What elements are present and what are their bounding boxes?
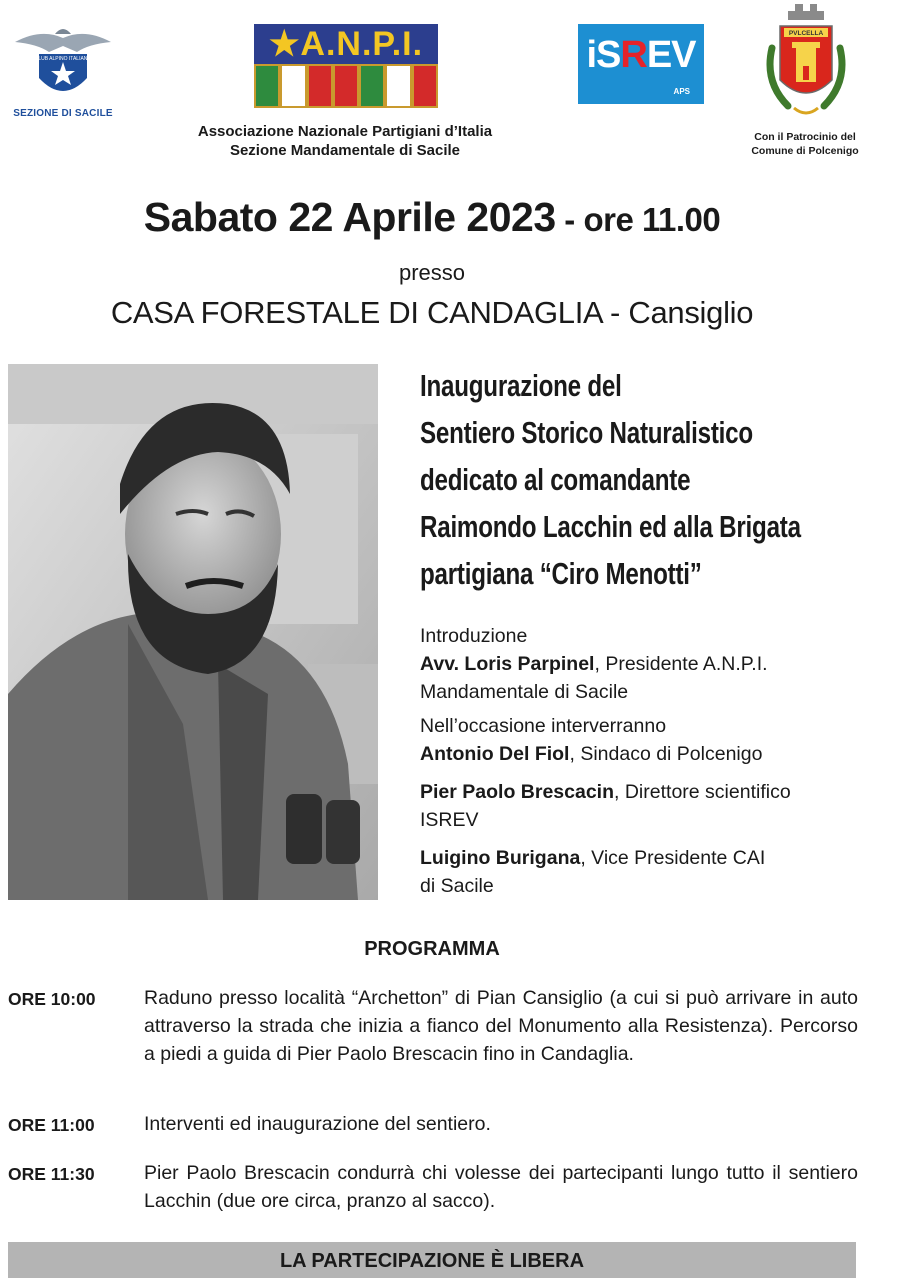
crest-caption-line1: Con il Patrocinio del — [754, 131, 856, 143]
speaker-item — [420, 844, 890, 872]
footer-banner — [8, 1242, 856, 1278]
speaker-name: Antonio Del Fiol — [420, 743, 570, 765]
crest-icon — [758, 2, 854, 126]
anpi-title: ★A.N.P.I. — [254, 24, 438, 64]
anpi-caption-line1: Associazione Nazionale Partigiani d’Italia — [197, 123, 493, 140]
speaker-role-cont: Mandamentale di Sacile — [420, 681, 629, 703]
title-line: dedicato al comandante — [420, 462, 691, 497]
speaker-name: Pier Paolo Brescacin — [420, 781, 615, 803]
flag-white-stripe — [280, 64, 306, 108]
intro-label: Introduzione — [420, 625, 528, 647]
cai-logo — [8, 20, 118, 119]
speaker-role-cont: ISREV — [420, 809, 479, 831]
isrev-wordmark — [578, 34, 704, 77]
anpi-caption — [160, 122, 530, 160]
crest-caption — [735, 130, 875, 158]
speaker-role: , Sindaco di Polcenigo — [569, 743, 763, 765]
flag-green-stripe — [254, 64, 280, 108]
flag-green-stripe — [359, 64, 385, 108]
occasion-label: Nell’occasione interverranno — [420, 715, 667, 737]
anpi-caption-line2: Sezione Mandamentale di Sacile — [229, 142, 461, 159]
crest-banner: PVLCELLA — [788, 30, 824, 37]
program-time: ORE 11:00 — [8, 1115, 95, 1135]
program-time: ORE 11:30 — [8, 1164, 95, 1184]
program-item — [8, 984, 858, 1096]
title-line: Sentiero Storico Naturalistico — [420, 415, 753, 450]
anpi-logo — [254, 24, 438, 108]
event-date — [0, 194, 864, 241]
program-text: Pier Paolo Brescacin condurrà chi volesse dei partecipanti lungo tutto il sentiero Lacchin (due ore circa, pranzo al sacco). — [144, 1162, 858, 1212]
title-line: partigiana “Ciro Menotti” — [420, 556, 702, 591]
program-text: Interventi ed inaugurazione del sentiero. — [144, 1113, 491, 1135]
portrait-photo — [8, 364, 378, 900]
speakers-list — [420, 622, 890, 900]
event-title — [420, 362, 880, 597]
cai-eagle-star-logo — [11, 20, 115, 106]
polcenigo-crest — [758, 2, 854, 126]
crest-caption-line2: Comune di Polcenigo — [751, 145, 859, 157]
speaker-role: , Presidente A.N.P.I. — [594, 653, 768, 675]
programma-heading: PROGRAMMA — [364, 938, 500, 960]
event-date-text: Sabato 22 Aprile 2023 — [143, 194, 556, 240]
program-text: Raduno presso località “Archetton” di Pian Cansiglio (a cui si può arrivare in auto attraverso la strada che inizia a fianco del Monumento alla Resistenza). Percorso a piedi a guida di Pier Paolo Brescacin fino in Candaglia. — [144, 987, 858, 1065]
cai-ring-text: CLUB ALPINO ITALIANO — [34, 56, 92, 62]
title-line: Raimondo Lacchin ed alla Brigata — [420, 509, 801, 544]
isrev-aps: APS — [673, 87, 690, 96]
isrev-prefix: iS — [586, 34, 621, 76]
isrev-logo — [578, 24, 704, 104]
footer-text: LA PARTECIPAZIONE È LIBERA — [279, 1250, 585, 1272]
flag-red-stripe — [412, 64, 438, 108]
presso-label: presso — [398, 260, 466, 285]
event-time-text: - ore 11.00 — [555, 201, 721, 238]
title-line: Inaugurazione del — [420, 368, 622, 403]
speaker-role-cont: di Sacile — [420, 875, 494, 897]
isrev-r: R — [620, 34, 647, 76]
program-time: ORE 10:00 — [8, 989, 96, 1009]
speaker-role: , Direttore scientifico — [614, 781, 791, 803]
speaker-item — [420, 650, 890, 678]
program-item — [8, 1159, 858, 1215]
flag-white-stripe — [385, 64, 411, 108]
event-venue: CASA FORESTALE DI CANDAGLIA - Cansiglio — [110, 295, 754, 330]
cai-section-label: SEZIONE DI SACILE — [13, 108, 113, 119]
program-item — [8, 1110, 858, 1140]
isrev-suffix: EV — [646, 34, 696, 76]
flag-red-stripe — [307, 64, 333, 108]
anpi-flag-logo — [254, 64, 438, 108]
speaker-role: , Vice Presidente CAI — [580, 847, 766, 869]
speaker-item — [420, 740, 890, 768]
speaker-name: Luigino Burigana — [420, 847, 581, 869]
flag-red-stripe — [333, 64, 359, 108]
speaker-name: Avv. Loris Parpinel — [420, 653, 595, 675]
portrait-photo-bearded-man — [8, 364, 378, 900]
speaker-item — [420, 778, 890, 806]
